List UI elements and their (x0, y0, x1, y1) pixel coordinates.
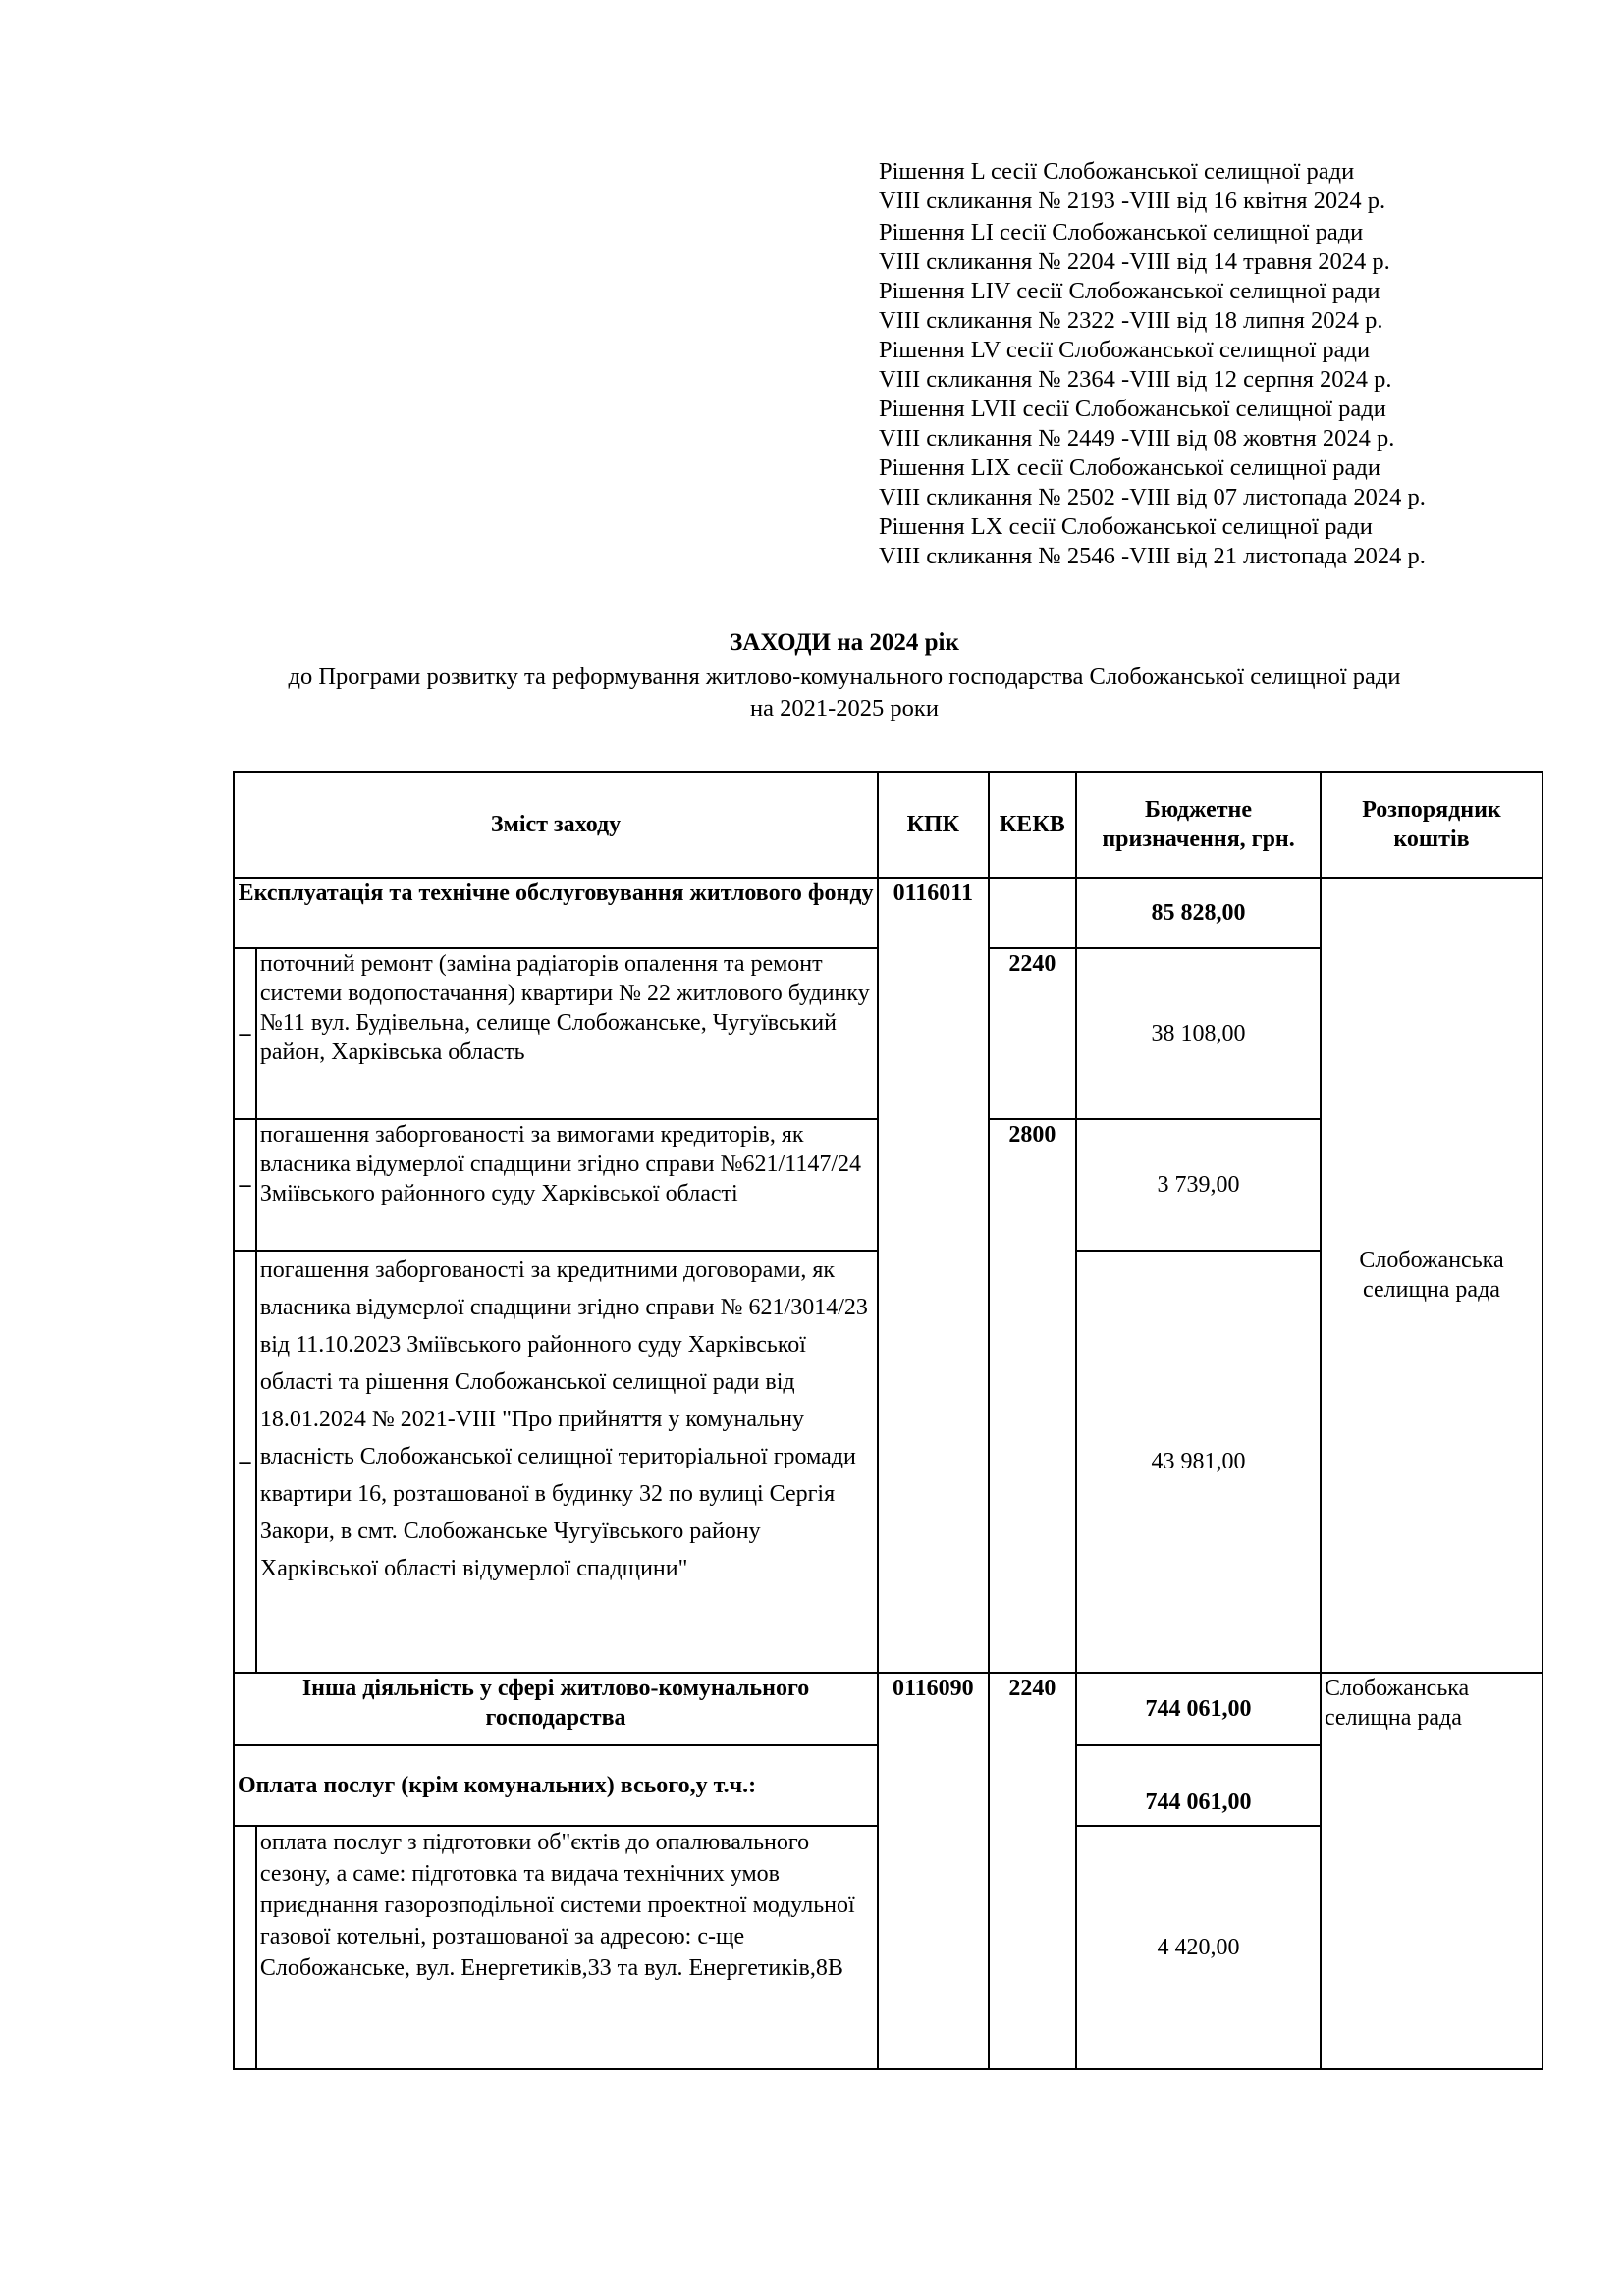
header-budget: Бюджетне призначення, грн. (1076, 772, 1321, 878)
item-text: поточний ремонт (заміна радіаторів опалення та ремонт системи водопостачання) квартири № 22 житлового будинку №11 вул. Будівельна, селище Слобожанське, Чугуївський район, Харківська область (256, 948, 878, 1119)
subtotal-title: Оплата послуг (крім комунальних) всього,у т.ч.: (234, 1745, 878, 1826)
empty-cell (989, 878, 1077, 948)
section1-amount: 85 828,00 (1076, 878, 1321, 948)
section2-kpk: 0116090 (878, 1673, 988, 2069)
decision-line: Рішення LI сесії Слобожанської селищної ради (879, 219, 1364, 245)
subtotal-amount: 744 061,00 (1076, 1745, 1321, 1826)
empty-cell (234, 1826, 256, 2069)
item-kekv: 2800 (989, 1119, 1077, 1673)
measures-table (233, 771, 1543, 2070)
header-kekv: КЕКВ (989, 772, 1077, 878)
decision-line: VIII скликання № 2364 -VIII від 12 серпня 2024 р. (879, 366, 1392, 393)
decision-line: Рішення LX сесії Слобожанської селищної ради (879, 513, 1373, 540)
item-dash: – (234, 1251, 256, 1673)
table-row (234, 1673, 1543, 1745)
item-text: погашення заборгованості за кредитними договорами, як власника відумерлої спадщини згідно справи № 621/3014/23 від 11.10.2023 Зміївського районного суду Харківської області та рішення Слобожанської селищної ради від 18.01.2024 № 2021-VIII "Про прийняття у комунальну власність Слобожанської селищної територіальної громади квартири 16, розташованої в будинку 32 по вулиці Сергія Закори, в смт. Слобожанське Чугуївського району Харківської області відумерлої спадщини" (256, 1251, 878, 1673)
header-content: Зміст заходу (234, 772, 878, 878)
document-title: ЗАХОДИ на 2024 рік (730, 629, 959, 656)
section2-disposer: Слобожанська селищна рада (1321, 1673, 1543, 2069)
item-dash: – (234, 948, 256, 1119)
item-amount: 3 739,00 (1076, 1119, 1321, 1251)
section2-title: Інша діяльність у сфері житлово-комунального господарства (234, 1673, 878, 1745)
section1-title: Експлуатація та технічне обслуговування житлового фонду (234, 878, 878, 948)
section2-amount: 744 061,00 (1076, 1673, 1321, 1745)
section1-kpk: 0116011 (878, 878, 988, 1673)
item-kekv: 2240 (989, 948, 1077, 1119)
section2-kekv: 2240 (989, 1673, 1077, 2069)
item-dash: – (234, 1119, 256, 1251)
item-text: погашення заборгованості за вимогами кредиторів, як власника відумерлої спадщини згідно справи №621/1147/24 Зміївського районного суду Харківської області (256, 1119, 878, 1251)
table-header-row (234, 772, 1543, 878)
document-period: на 2021-2025 роки (750, 695, 939, 721)
header-kpk: КПК (878, 772, 988, 878)
header-disposer: Розпорядник коштів (1321, 772, 1543, 878)
item-amount: 38 108,00 (1076, 948, 1321, 1119)
decision-line: VIII скликання № 2193 -VIII від 16 квітня 2024 р. (879, 187, 1386, 214)
item-text: оплата послуг з підготовки об"єктів до опалювального сезону, а саме: підготовка та видача технічних умов приєднання газорозподільної системи проектної модульної газової котельні, розташованої за адресою: с-ще Слобожанське, вул. Енергетиків,33 та вул. Енергетиків,8В (256, 1826, 878, 2069)
decision-line: Рішення LVII сесії Слобожанської селищної ради (879, 396, 1386, 422)
decisions-block (879, 157, 1586, 571)
decision-line: VIII скликання № 2322 -VIII від 18 липня 2024 р. (879, 307, 1383, 334)
table-row (234, 878, 1543, 948)
decision-line: Рішення LV сесії Слобожанської селищної ради (879, 337, 1371, 363)
item-amount: 4 420,00 (1076, 1826, 1321, 2069)
decision-line: Рішення LIX сесії Слобожанської селищної ради (879, 454, 1380, 481)
decision-line: Рішення LIV сесії Слобожанської селищної ради (879, 278, 1380, 304)
decision-line: VIII скликання № 2546 -VIII від 21 листопада 2024 р. (879, 543, 1426, 569)
item-amount: 43 981,00 (1076, 1251, 1321, 1673)
section1-disposer: Слобожанська селищна рада (1321, 878, 1543, 1673)
decision-line: VIII скликання № 2204 -VIII від 14 травня 2024 р. (879, 248, 1390, 275)
decision-line: VIII скликання № 2502 -VIII від 07 листопада 2024 р. (879, 484, 1426, 510)
decision-line: Рішення L сесії Слобожанської селищної ради (879, 158, 1355, 185)
decision-line: VIII скликання № 2449 -VIII від 08 жовтня 2024 р. (879, 425, 1395, 452)
document-heading (157, 628, 1532, 723)
document-subtitle: до Програми розвитку та реформування житлово-комунального господарства Слобожанської селищної ради (288, 664, 1401, 690)
